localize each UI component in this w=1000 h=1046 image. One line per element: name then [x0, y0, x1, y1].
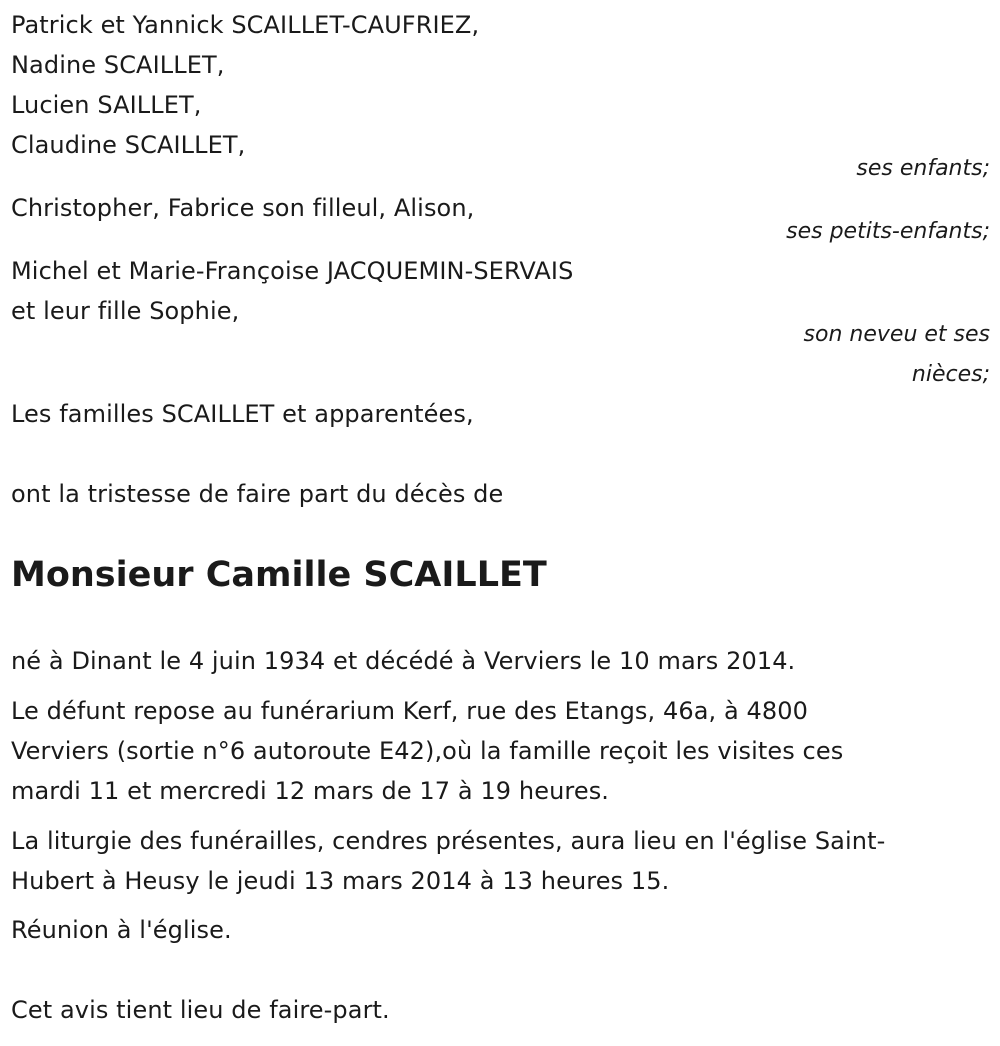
funerarium-line-1: Le défunt repose au funérarium Kerf, rue des Etangs, 46a, à 4800	[11, 697, 808, 725]
liturgy-line-1: La liturgie des funérailles, cendres présentes, aura lieu en l'église Saint-	[11, 827, 886, 855]
children-role: ses enfants;	[856, 156, 990, 181]
birth-death-line: né à Dinant le 4 juin 1934 et décédé à Verviers le 10 mars 2014.	[11, 647, 796, 675]
liturgy-line-2: Hubert à Heusy le jeudi 13 mars 2014 à 13 heures 15.	[11, 867, 670, 895]
closing-line: Cet avis tient lieu de faire-part.	[11, 996, 390, 1024]
nephew-line-1: Michel et Marie-Françoise JACQUEMIN-SERVAIS	[11, 257, 574, 285]
grandchildren-line: Christopher, Fabrice son filleul, Alison,	[11, 194, 475, 222]
funerarium-line-2: Verviers (sortie n°6 autoroute E42),où la famille reçoit les visites ces	[11, 737, 844, 765]
nephew-role-line-2: nièces;	[911, 362, 990, 387]
funerarium-line-3: mardi 11 et mercredi 12 mars de 17 à 19 heures.	[11, 777, 610, 805]
announcement-line: ont la tristesse de faire part du décès de	[11, 480, 504, 508]
deceased-name: Monsieur Camille SCAILLET	[11, 555, 547, 595]
gathering-line: Réunion à l'église.	[11, 916, 232, 944]
grandchildren-role: ses petits-enfants;	[786, 219, 990, 244]
children-line-4: Claudine SCAILLET,	[11, 131, 246, 159]
children-line-2: Nadine SCAILLET,	[11, 51, 225, 79]
children-line-3: Lucien SAILLET,	[11, 91, 202, 119]
families-line: Les familles SCAILLET et apparentées,	[11, 400, 474, 428]
children-line-1: Patrick et Yannick SCAILLET-CAUFRIEZ,	[11, 11, 480, 39]
nephew-role-line-1: son neveu et ses	[803, 322, 990, 347]
nephew-line-2: et leur fille Sophie,	[11, 297, 240, 325]
